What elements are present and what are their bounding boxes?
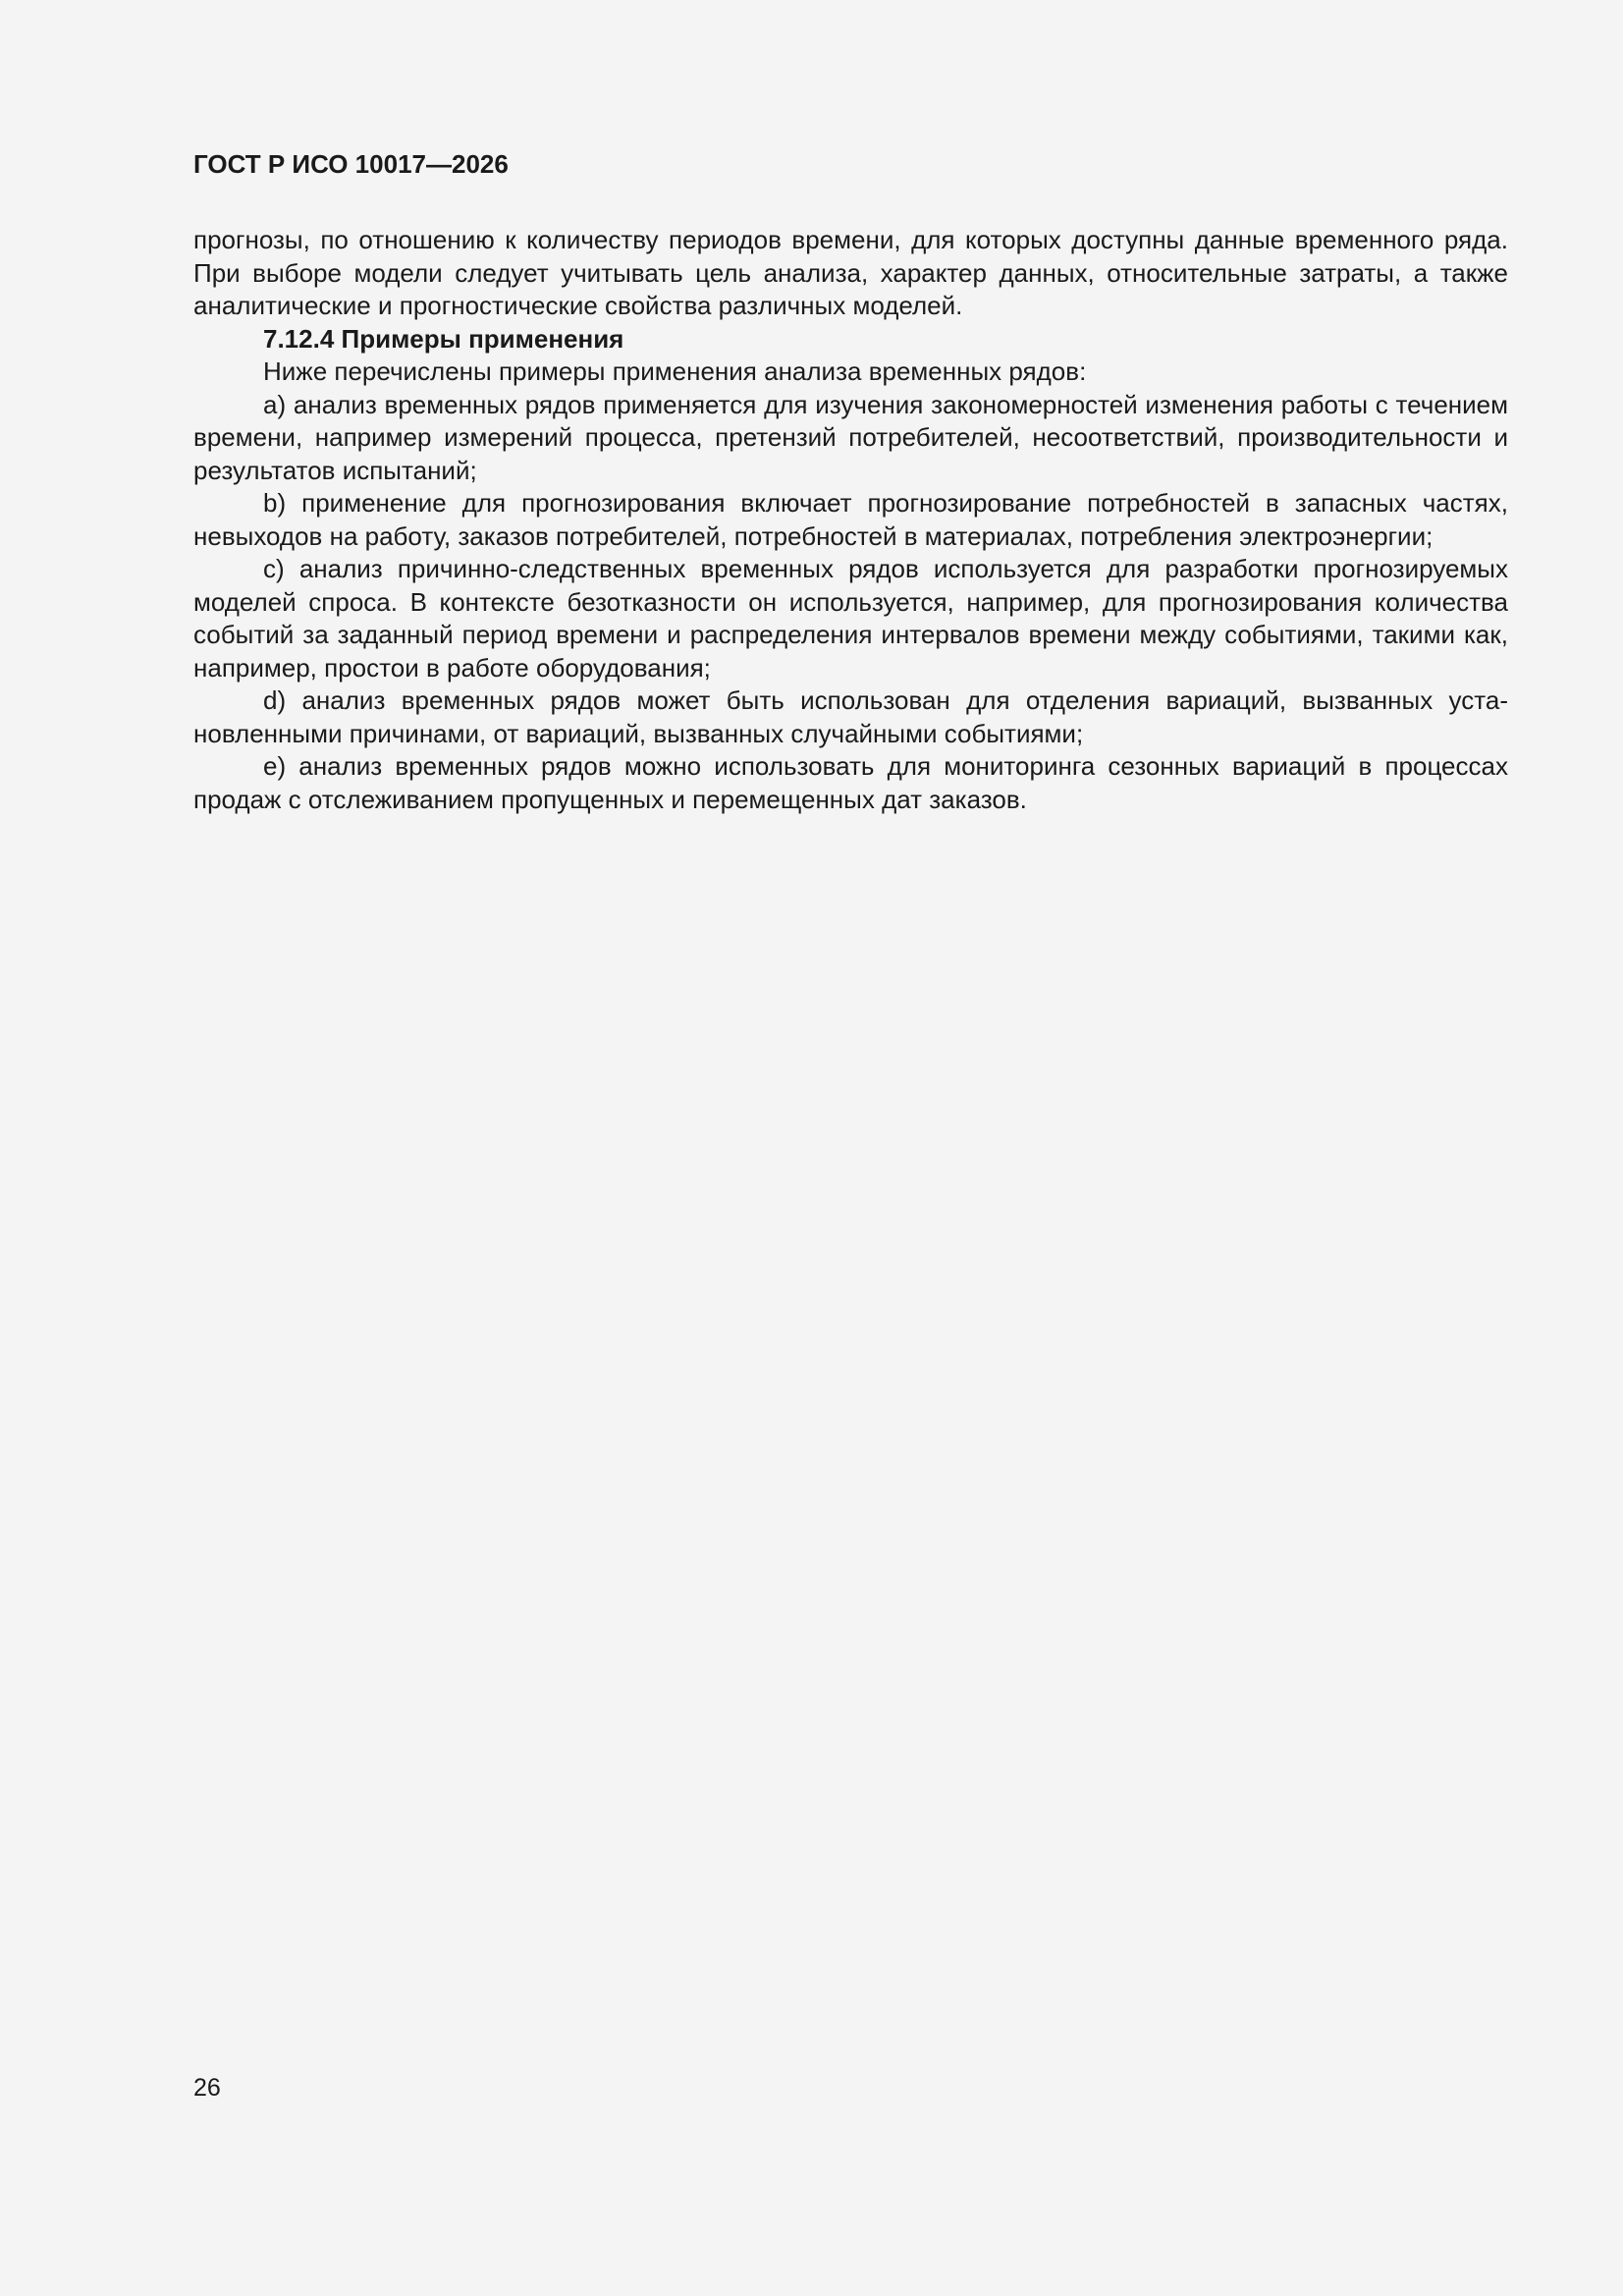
- list-item-label: d): [263, 685, 287, 715]
- list-item-text: применение для прогнозирования включает прогнозирование потребностей в запасных частях, невыходов на работу, заказов потребителей, потребностей в материалах, потребления электроэнергии;: [193, 488, 1508, 551]
- list-item-label: b): [263, 488, 287, 518]
- list-item-text: анализ причинно-следственных временных рядов используется для разработки прогнозируемых моделей спроса. В контексте безотказности он используется, например, для прогнозирования количества событий за заданный период времени и распределения интервалов времени между событиями, такими как, например, простои в работе оборудования;: [193, 554, 1508, 683]
- list-item-label: e): [263, 751, 287, 781]
- list-item-d: [193, 684, 1508, 750]
- list-item-text: анализ временных рядов может быть использован для отделения вариаций, вызванных установленными причинами, от вариаций, вызванных случайными событиями;: [193, 685, 1508, 748]
- intro-continuation-paragraph: прогнозы, по отношению к количеству периодов времени, для которых доступны данные временного ряда. При выборе модели следует учитывать цель анализа, характер данных, относительные затраты, а также аналитические и прогностические свойства различных моделей.: [193, 225, 1508, 320]
- list-item-text: анализ временных рядов применяется для изучения закономерностей изменения работы с течением времени, например измерений процесса, претензий потребителей, несоответствий, производительности и результатов испытаний;: [193, 389, 1508, 485]
- list-item-c: [193, 553, 1508, 684]
- list-item-b: [193, 487, 1508, 553]
- list-item-text: анализ временных рядов можно использовать для мониторинга сезонных вариаций в процессах продаж с отслеживанием пропущенных и перемещенных дат заказов.: [193, 751, 1508, 814]
- document-body: [193, 224, 1508, 816]
- lead-in-paragraph: Ниже перечислены примеры применения анализа временных рядов:: [263, 356, 1087, 386]
- list-item-label: a): [263, 389, 287, 419]
- page-number: 26: [193, 2074, 221, 2102]
- section-heading: 7.12.4 Примеры применения: [263, 323, 624, 354]
- page-header-standard-id: ГОСТ Р ИСО 10017—2026: [193, 149, 509, 179]
- list-item-a: [193, 389, 1508, 488]
- list-item-e: [193, 750, 1508, 816]
- list-item-label: c): [263, 554, 285, 583]
